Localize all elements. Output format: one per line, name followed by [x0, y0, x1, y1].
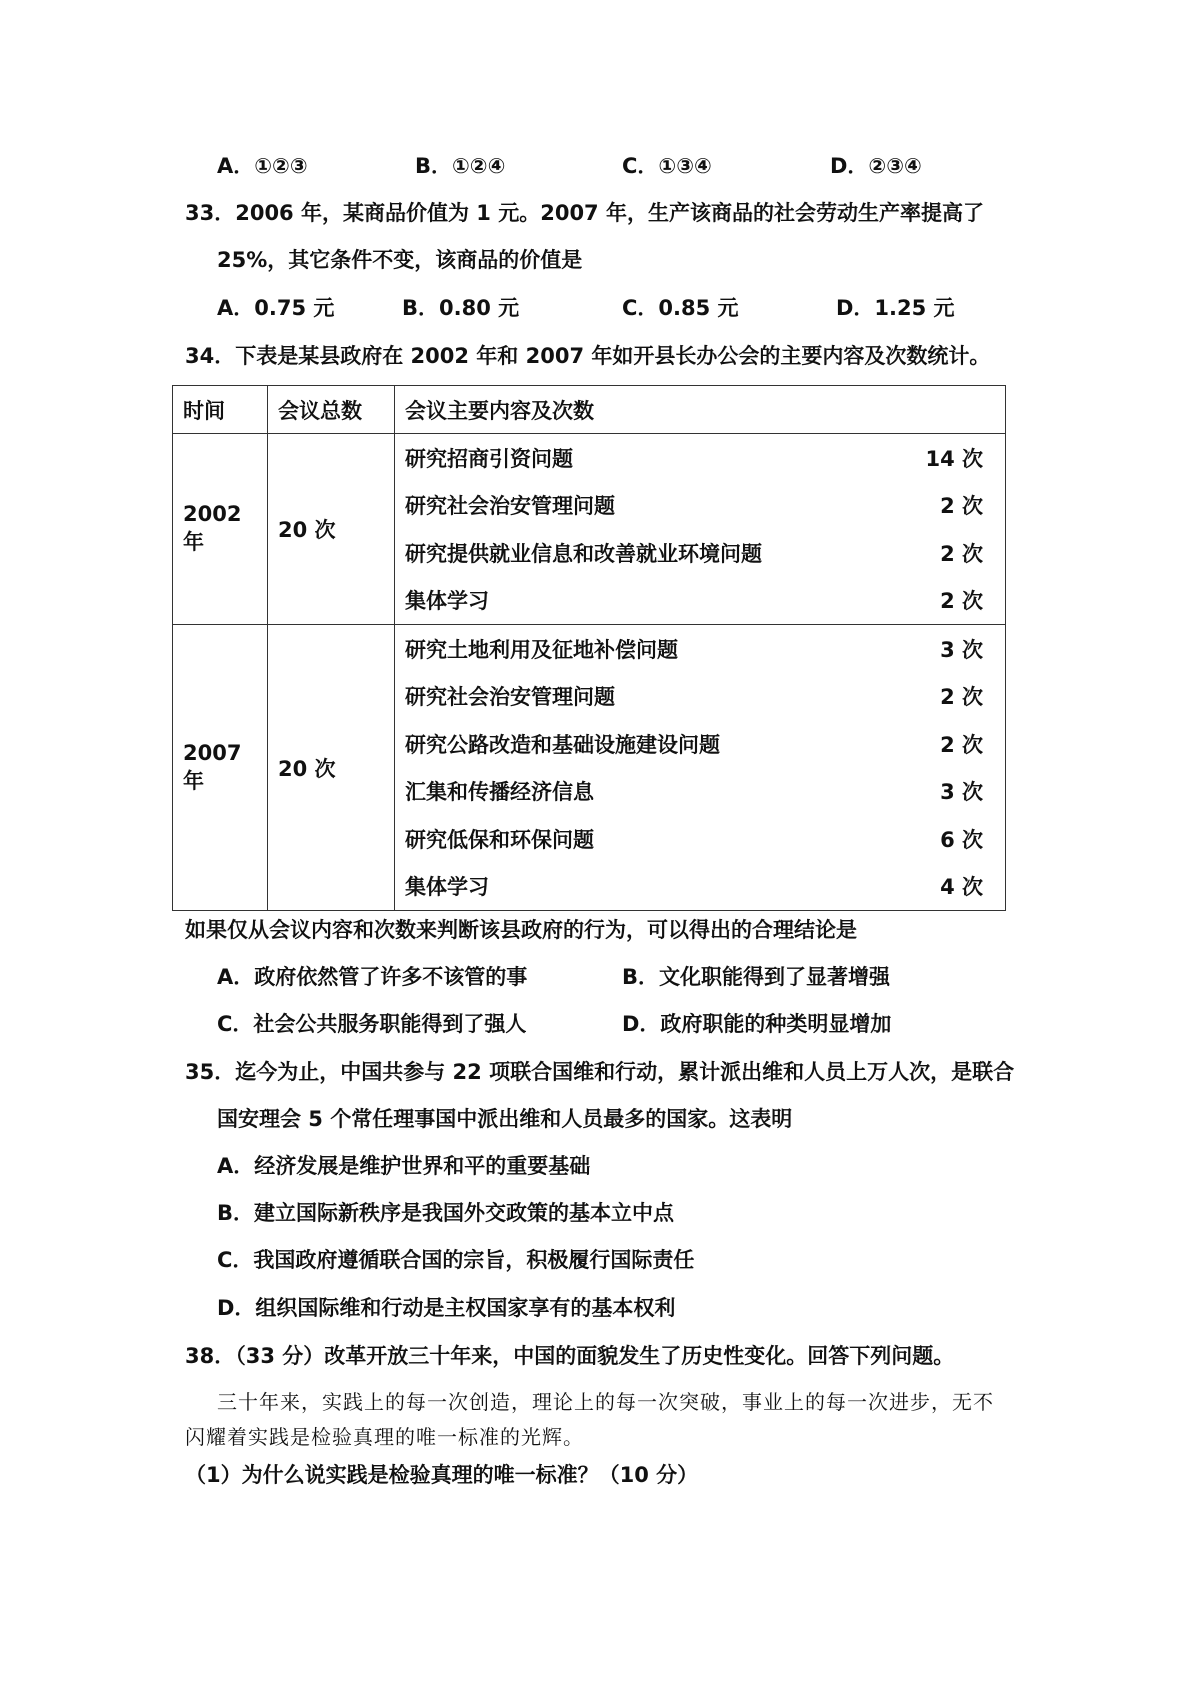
item-content: 汇集和传播经济信息 [405, 780, 594, 805]
item-count: 2 次 [940, 685, 983, 710]
meeting-table [172, 385, 1006, 911]
item-content: 研究招商引资问题 [405, 446, 573, 471]
header-time: 时间 [173, 386, 268, 434]
q33-option-a: A．0.75 元 [217, 296, 335, 320]
table-item [395, 482, 1005, 530]
item-content: 研究公路改造和基础设施建设问题 [405, 732, 720, 757]
q38-quote-line1: 三十年来，实践上的每一次创造，理论上的每一次突破，事业上的每一次进步，无不 [217, 1390, 994, 1414]
q32-option-c: C．①③④ [622, 154, 712, 178]
q32-option-d: D．②③④ [830, 154, 922, 178]
item-content: 研究社会治安管理问题 [405, 685, 615, 710]
year-cell: 2007 年 [173, 625, 268, 911]
table-item [395, 863, 1005, 911]
header-content: 会议主要内容及次数 [395, 386, 1006, 434]
q33-option-d: D．1.25 元 [836, 296, 955, 320]
item-count: 2 次 [940, 494, 983, 519]
table-item [395, 720, 1005, 768]
table-item [395, 815, 1005, 863]
q38-subquestion-1: （1）为什么说实践是检验真理的唯一标准？（10 分） [185, 1463, 699, 1487]
table-item [395, 625, 1005, 673]
item-content: 研究低保和环保问题 [405, 827, 594, 852]
q33-option-b: B．0.80 元 [402, 296, 520, 320]
table-item [395, 434, 1005, 482]
header-total: 会议总数 [268, 386, 395, 434]
q35-stem-line2: 国安理会 5 个常任理事国中派出维和人员最多的国家。这表明 [217, 1107, 793, 1131]
q33-stem-line2: 25%，其它条件不变，该商品的价值是 [217, 248, 583, 272]
q33-option-c: C．0.85 元 [622, 296, 739, 320]
item-count: 14 次 [925, 446, 983, 471]
q32-option-a: A．①②③ [217, 154, 308, 178]
q33-stem-line1: 33．2006 年，某商品价值为 1 元。2007 年，生产该商品的社会劳动生产率提高了 [185, 201, 984, 225]
item-count: 2 次 [940, 732, 983, 757]
item-count: 3 次 [940, 780, 983, 805]
item-content: 集体学习 [405, 875, 489, 900]
item-content: 集体学习 [405, 589, 489, 614]
total-cell: 20 次 [268, 625, 395, 911]
table-item [395, 768, 1005, 816]
q38-stem: 38．（33 分）改革开放三十年来，中国的面貌发生了历史性变化。回答下列问题。 [185, 1344, 955, 1368]
q35-option-b: B．建立国际新秩序是我国外交政策的基本立中点 [217, 1201, 675, 1225]
q32-option-b: B．①②④ [415, 154, 506, 178]
items-cell [395, 434, 1006, 625]
items-cell [395, 625, 1006, 911]
q35-option-a: A．经济发展是维护世界和平的重要基础 [217, 1154, 591, 1178]
item-content: 研究提供就业信息和改善就业环境问题 [405, 541, 762, 566]
q34-option-c: C．社会公共服务职能得到了强人 [217, 1012, 527, 1036]
q34-stem: 34．下表是某县政府在 2002 年和 2007 年如开县长办公会的主要内容及次数统计。 [185, 344, 991, 368]
table-item [395, 577, 1005, 625]
q34-option-a: A．政府依然管了许多不该管的事 [217, 965, 528, 989]
item-content: 研究土地利用及征地补偿问题 [405, 637, 678, 662]
table-header-row [173, 386, 1006, 434]
q34-option-d: D．政府职能的种类明显增加 [622, 1012, 892, 1036]
table-row-2007 [173, 625, 1006, 911]
item-content: 研究社会治安管理问题 [405, 494, 615, 519]
table-row-2002 [173, 434, 1006, 625]
q38-quote-line2: 闪耀着实践是检验真理的唯一标准的光辉。 [185, 1425, 584, 1449]
item-count: 6 次 [940, 827, 983, 852]
total-cell: 20 次 [268, 434, 395, 625]
q34-question: 如果仅从会议内容和次数来判断该县政府的行为，可以得出的合理结论是 [185, 918, 857, 942]
q34-option-b: B．文化职能得到了显著增强 [622, 965, 891, 989]
table-item [395, 529, 1005, 577]
q35-option-c: C．我国政府遵循联合国的宗旨，积极履行国际责任 [217, 1248, 695, 1272]
table-item [395, 673, 1005, 721]
item-count: 4 次 [940, 875, 983, 900]
item-count: 2 次 [940, 541, 983, 566]
q35-stem-line1: 35．迄今为止，中国共参与 22 项联合国维和行动，累计派出维和人员上万人次，是联合 [185, 1060, 1015, 1084]
item-count: 3 次 [940, 637, 983, 662]
item-count: 2 次 [940, 589, 983, 614]
year-cell: 2002 年 [173, 434, 268, 625]
q35-option-d: D．组织国际维和行动是主权国家享有的基本权利 [217, 1296, 676, 1320]
